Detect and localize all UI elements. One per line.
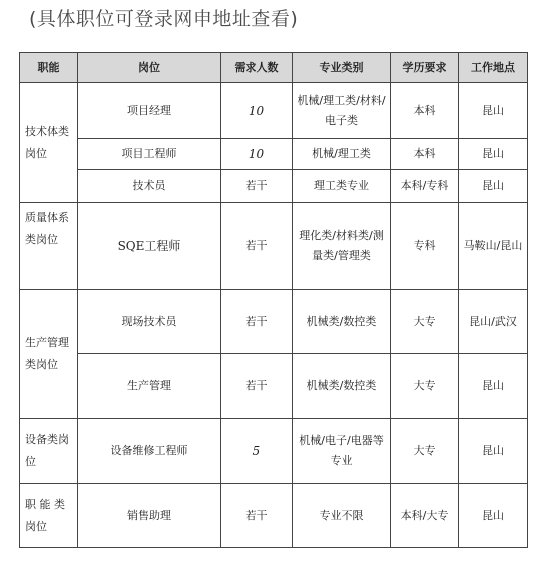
table-row bbox=[20, 170, 528, 203]
education-cell: 本科 bbox=[391, 139, 459, 170]
location-cell: 昆山/武汉 bbox=[459, 290, 528, 354]
headcount-cell: 若干 bbox=[221, 170, 293, 203]
major-cell: 机械/电子/电器等专业 bbox=[293, 419, 391, 484]
jobs-table bbox=[19, 52, 528, 548]
location-cell: 马鞍山/昆山 bbox=[459, 203, 528, 290]
headcount-cell: 若干 bbox=[221, 203, 293, 290]
table-row bbox=[20, 484, 528, 548]
table-row bbox=[20, 139, 528, 170]
major-cell: 理化类/材料类/测量类/管理类 bbox=[293, 203, 391, 290]
table-row bbox=[20, 203, 528, 290]
position-cell: 生产管理 bbox=[78, 354, 221, 419]
table-row bbox=[20, 290, 528, 354]
position-cell: 项目工程师 bbox=[78, 139, 221, 170]
table-row bbox=[20, 354, 528, 419]
headcount-cell: 10 bbox=[221, 139, 293, 170]
category-cell: 职 能 类 岗位 bbox=[20, 484, 78, 548]
location-cell: 昆山 bbox=[459, 484, 528, 548]
education-cell: 专科 bbox=[391, 203, 459, 290]
education-cell: 大专 bbox=[391, 419, 459, 484]
headcount-cell: 10 bbox=[221, 83, 293, 139]
headcount-cell: 5 bbox=[221, 419, 293, 484]
location-cell: 昆山 bbox=[459, 354, 528, 419]
position-cell-link[interactable]: 技术员 bbox=[78, 170, 221, 203]
header-position: 岗位 bbox=[78, 53, 221, 83]
category-cell: 质量体系类岗位 bbox=[20, 203, 78, 290]
position-cell-link[interactable]: 现场技术员 bbox=[78, 290, 221, 354]
header-function: 职能 bbox=[20, 53, 78, 83]
education-cell: 大专 bbox=[391, 290, 459, 354]
major-cell: 机械/理工类/材料/电子类 bbox=[293, 83, 391, 139]
major-cell: 机械类/数控类 bbox=[293, 290, 391, 354]
major-cell: 机械类/数控类 bbox=[293, 354, 391, 419]
education-cell: 本科/大专 bbox=[391, 484, 459, 548]
major-cell: 机械/理工类 bbox=[293, 139, 391, 170]
category-cell: 生产管理类岗位 bbox=[20, 290, 78, 419]
table-row bbox=[20, 83, 528, 139]
page-title: (具体职位可登录网申地址查看) bbox=[29, 8, 299, 30]
header-education: 学历要求 bbox=[391, 53, 459, 83]
education-cell: 本科/专科 bbox=[391, 170, 459, 203]
education-cell: 本科 bbox=[391, 83, 459, 139]
position-cell: SQE工程师 bbox=[78, 203, 221, 290]
location-cell: 昆山 bbox=[459, 170, 528, 203]
table-header-row bbox=[20, 53, 528, 83]
headcount-cell: 若干 bbox=[221, 290, 293, 354]
headcount-cell: 若干 bbox=[221, 484, 293, 548]
location-cell: 昆山 bbox=[459, 139, 528, 170]
table-row bbox=[20, 419, 528, 484]
major-cell: 专业不限 bbox=[293, 484, 391, 548]
category-cell: 设备类岗位 bbox=[20, 419, 78, 484]
education-cell: 大专 bbox=[391, 354, 459, 419]
category-cell: 技术体类岗位 bbox=[20, 83, 78, 203]
position-cell: 销售助理 bbox=[78, 484, 221, 548]
location-cell: 昆山 bbox=[459, 419, 528, 484]
header-location: 工作地点 bbox=[459, 53, 528, 83]
header-headcount: 需求人数 bbox=[221, 53, 293, 83]
position-cell: 设备维修工程师 bbox=[78, 419, 221, 484]
location-cell: 昆山 bbox=[459, 83, 528, 139]
position-cell: 项目经理 bbox=[78, 83, 221, 139]
major-cell: 理工类专业 bbox=[293, 170, 391, 203]
header-major: 专业类别 bbox=[293, 53, 391, 83]
headcount-cell: 若干 bbox=[221, 354, 293, 419]
